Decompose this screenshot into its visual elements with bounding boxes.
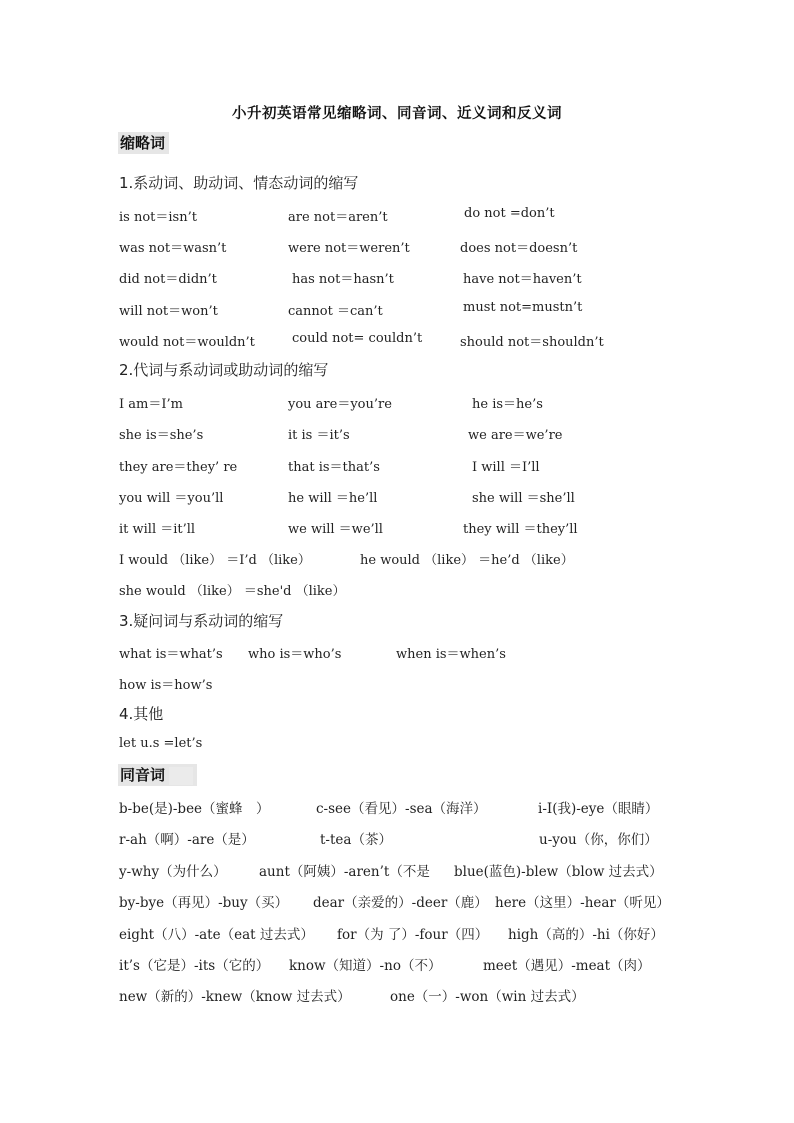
list-item: t-tea（茶） (320, 832, 392, 848)
heading-highlight (169, 767, 193, 785)
table-row (0, 580, 794, 600)
list-item: it’s（它是）-its（它的） (119, 958, 270, 974)
list-item: how is＝how’s (119, 678, 213, 693)
table-row (0, 860, 794, 880)
section-heading-label: 缩略词 (120, 134, 166, 152)
list-item: you are＝you’re (288, 397, 392, 412)
table-row (0, 891, 794, 911)
table-row (0, 300, 794, 320)
list-item: that is＝that’s (288, 460, 380, 475)
list-item: it is ＝it’s (288, 428, 350, 443)
list-item: was not＝wasn’t (119, 241, 227, 256)
list-item: were not＝weren’t (288, 241, 410, 256)
list-item: have not＝haven’t (463, 272, 582, 287)
table-row (0, 549, 794, 569)
list-item: r-ah（啊）-are（是） (119, 832, 255, 848)
table-row (0, 674, 794, 694)
table-row (0, 828, 794, 848)
list-item: you will ＝you’ll (119, 491, 224, 506)
list-item: they will ＝they’ll (463, 522, 578, 537)
list-item: c-see（看见）-sea（海洋） (316, 801, 487, 817)
list-item: let u.s =let’s (119, 736, 203, 751)
list-item: I will ＝I’ll (472, 460, 540, 475)
list-item: I am＝I’m (119, 397, 183, 412)
list-item: did not＝didn’t (119, 272, 217, 287)
list-item: eight（八）-ate（eat 过去式） (119, 927, 314, 943)
list-item: what is＝what’s (119, 647, 223, 662)
list-item: it will ＝it’ll (119, 522, 196, 537)
list-item: could not= couldn’t (292, 331, 423, 346)
list-item: do not =don’t (464, 206, 555, 221)
list-item: one（一）-won（win 过去式） (390, 989, 585, 1005)
list-item: blue(蓝色)-blew（blow 过去式） (454, 864, 663, 880)
list-item: they are＝they’ re (119, 460, 238, 475)
table-row (0, 954, 794, 974)
list-item: b-be(是)-bee（蜜蜂 ） (119, 801, 270, 817)
page-title: 小升初英语常见缩略词、同音词、近义词和反义词 (232, 105, 562, 122)
table-row (0, 268, 794, 288)
list-item: she will ＝she’ll (472, 491, 575, 506)
list-item: we are＝we’re (468, 428, 563, 443)
list-item: has not＝hasn’t (292, 272, 394, 287)
subheading-pronoun-contractions: 2.代词与系动词或助动词的缩写 (119, 361, 329, 379)
list-item: i-I(我)-eye（眼睛） (538, 801, 659, 817)
subheading-verb-contractions: 1.系动词、助动词、情态动词的缩写 (119, 174, 359, 192)
table-row (0, 237, 794, 257)
table-row (0, 736, 794, 756)
list-item: she is＝she’s (119, 428, 204, 443)
list-item: is not＝isn’t (119, 210, 197, 225)
subheading-others: 4.其他 (119, 705, 164, 723)
table-row (0, 456, 794, 476)
section-heading-label: 同音词 (120, 766, 166, 784)
list-item: does not＝doesn’t (460, 241, 578, 256)
list-item: are not＝aren’t (288, 210, 388, 225)
list-item: by-bye（再见）-buy（买） (119, 895, 289, 911)
list-item: cannot ＝can’t (288, 304, 383, 319)
list-item: aunt（阿姨）-aren’t（不是 (259, 864, 430, 880)
list-item: dear（亲爱的）-deer（鹿） (313, 895, 488, 911)
section-heading-abbreviations (118, 132, 169, 154)
list-item: must not=mustn’t (463, 300, 583, 315)
list-item: high（高的）-hi（你好） (508, 927, 664, 943)
list-item: we will ＝we’ll (288, 522, 383, 537)
list-item: here（这里）-hear（听见） (495, 895, 670, 911)
list-item: he will ＝he’ll (288, 491, 378, 506)
list-item: meet（遇见）-meat（肉） (483, 958, 651, 974)
list-item: y-why（为什么） (119, 864, 227, 880)
table-row (0, 923, 794, 943)
list-item: would not＝wouldn’t (119, 335, 255, 350)
list-item: he would （like） ＝he’d （like） (360, 553, 574, 568)
table-row (0, 393, 794, 413)
list-item: will not＝won’t (119, 304, 218, 319)
table-row (0, 518, 794, 538)
table-row (0, 797, 794, 817)
list-item: should not＝shouldn’t (460, 335, 604, 350)
list-item: new（新的）-knew（know 过去式） (119, 989, 351, 1005)
table-row (0, 487, 794, 507)
table-row (0, 985, 794, 1005)
list-item: know（知道）-no（不） (289, 958, 442, 974)
list-item: when is＝when’s (396, 647, 506, 662)
list-item: she would （like） ＝she'd （like） (119, 584, 346, 599)
list-item: I would （like） ＝I’d （like） (119, 553, 311, 568)
list-item: for（为 了）-four（四） (337, 927, 489, 943)
subheading-question-contractions: 3.疑问词与系动词的缩写 (119, 612, 284, 630)
section-heading-homophones (118, 764, 197, 786)
table-row (0, 206, 794, 226)
list-item: who is＝who’s (248, 647, 342, 662)
list-item: u-you（你，你们） (539, 832, 658, 848)
table-row (0, 424, 794, 444)
list-item: he is＝he’s (472, 397, 543, 412)
table-row (0, 643, 794, 663)
table-row (0, 331, 794, 351)
